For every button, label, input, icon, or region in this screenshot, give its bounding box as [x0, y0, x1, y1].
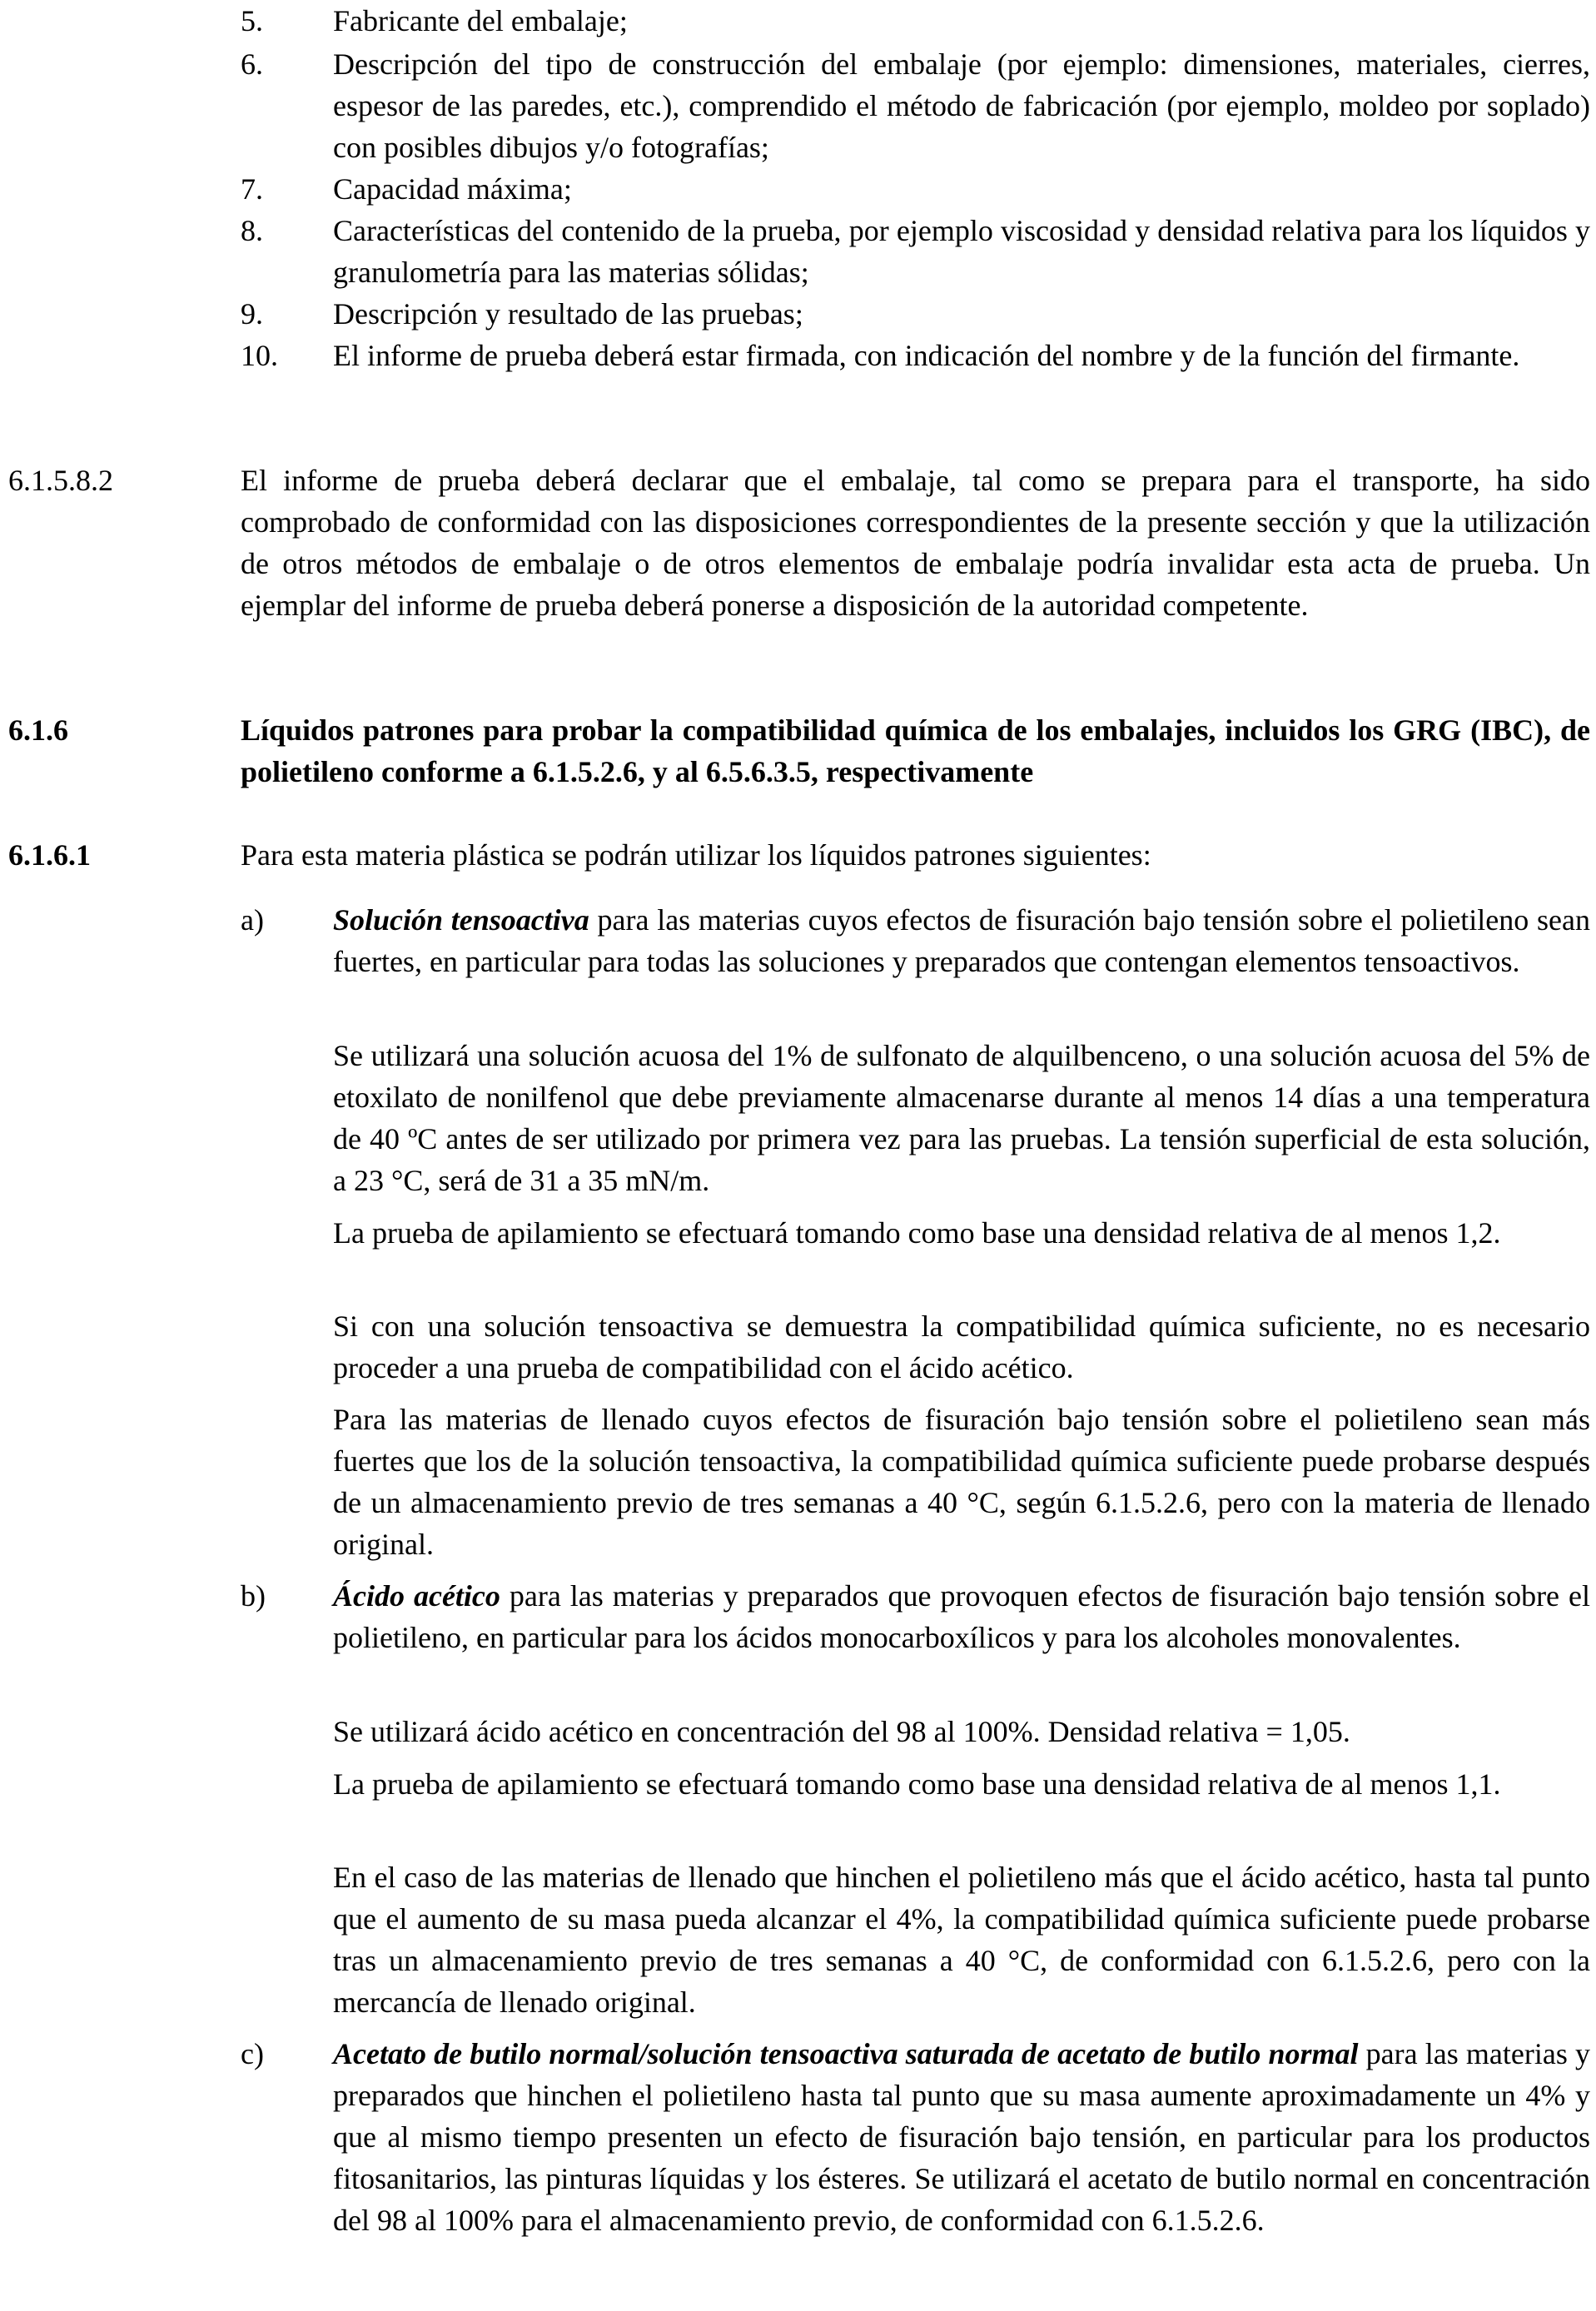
item-a-p4: Para las materias de llenado cuyos efectos de fisuración bajo tensión sobre el polietileno sean más fuertes que los de la solución tensoactiva, la compatibilidad química suficiente puede probarse después de un almacenamiento previo de tres semanas a 40 °C, según 6.1.5.2.6, pero con la materia de llenado original.: [333, 1403, 1590, 1561]
section-number-6-1-5-8-2: 6.1.5.8.2: [8, 464, 113, 497]
list-item-text: Descripción y resultado de las pruebas;: [333, 297, 803, 330]
item-c-text: para las materias y preparados que hinchen el polietileno hasta tal punto que su masa aumente aproximadamente un 4% y que al mismo tiempo presenten un efecto de fisuración bajo tensión, en particular para los productos fitosanitarios, las pinturas líquidas y los ésteres. Se utilizará el acetato de butilo normal en concentración del 98 al 100% para el almacenamiento previo, de conformidad con 6.1.5.2.6.: [333, 2037, 1590, 2237]
item-a-text: para las materias cuyos efectos de fisuración bajo tensión sobre el polietileno sean fuertes, en particular para todas las soluciones y preparados que contengan elementos tensoactivos.: [333, 903, 1590, 978]
item-label-b: b): [241, 1579, 266, 1613]
list-number: 7.: [241, 172, 263, 206]
list-item-text: Descripción del tipo de construcción del embalaje (por ejemplo: dimensiones, materiales, cierres, espesor de las paredes, etc.), comprendido el método de fabricación (por ejemplo, moldeo por soplado) con posibles dibujos y/o fotografías;: [333, 47, 1590, 164]
item-label-c: c): [241, 2037, 264, 2070]
list-item-text: El informe de prueba deberá estar firmada, con indicación del nombre y de la función del firmante.: [333, 339, 1520, 372]
item-b-paragraph: [333, 1575, 1590, 1658]
item-a-p2: La prueba de apilamiento se efectuará tomando como base una densidad relativa de al menos 1,2.: [333, 1216, 1501, 1250]
item-b-p3: En el caso de las materias de llenado que hinchen el polietileno más que el ácido acético, hasta tal punto que el aumento de su masa pueda alcanzar el 4%, la compatibilidad química suficiente puede probarse tras un almacenamiento previo de tres semanas a 40 °C, de conformidad con 6.1.5.2.6, pero con la mercancía de llenado original.: [333, 1861, 1590, 2019]
section-intro-6-1-6-1: Para esta materia plástica se podrán utilizar los líquidos patrones siguientes:: [241, 838, 1151, 872]
list-number: 6.: [241, 47, 263, 81]
list-number: 8.: [241, 214, 263, 247]
list-number: 9.: [241, 297, 263, 330]
list-number: 5.: [241, 4, 263, 37]
item-c-term: Acetato de butilo normal/solución tensoactiva saturada de acetato de butilo normal: [333, 2037, 1359, 2070]
item-b-term: Ácido acético: [333, 1579, 500, 1613]
list-item-text: Características del contenido de la prueba, por ejemplo viscosidad y densidad relativa para los líquidos y granulometría para las materias sólidas;: [333, 214, 1590, 289]
list-number: 10.: [241, 339, 278, 372]
item-a-p1: Se utilizará una solución acuosa del 1% de sulfonato de alquilbenceno, o una solución acuosa del 5% de etoxilato de nonilfenol que debe previamente almacenarse durante al menos 14 días a una temperatura de 40 ºC antes de ser utilizado por primera vez para las pruebas. La tensión superficial de esta solución, a 23 °C, será de 31 a 35 mN/m.: [333, 1039, 1590, 1197]
section-paragraph-6-1-5-8-2: El informe de prueba deberá declarar que el embalaje, tal como se prepara para el transporte, ha sido comprobado de conformidad con las disposiciones correspondientes de la presente sección y que la utilización de otros métodos de embalaje o de otros elementos de embalaje podría invalidar esta acta de prueba. Un ejemplar del informe de prueba deberá ponerse a disposición de la autoridad competente.: [241, 464, 1590, 622]
item-b-p2: La prueba de apilamiento se efectuará tomando como base una densidad relativa de al menos 1,1.: [333, 1767, 1501, 1801]
item-b-text: para las materias y preparados que provoquen efectos de fisuración bajo tensión sobre el polietileno, en particular para los ácidos monocarboxílicos y para los alcoholes monovalentes.: [333, 1579, 1590, 1654]
list-item-text: Capacidad máxima;: [333, 172, 572, 206]
item-a-term: Solución tensoactiva: [333, 903, 589, 937]
item-a-paragraph: [333, 899, 1590, 982]
item-a-p3: Si con una solución tensoactiva se demuestra la compatibilidad química suficiente, no es necesario proceder a una prueba de compatibilidad con el ácido acético.: [333, 1310, 1590, 1384]
list-item-text: Fabricante del embalaje;: [333, 4, 628, 37]
item-c-paragraph: [333, 2033, 1590, 2241]
item-label-a: a): [241, 903, 264, 937]
section-heading-6-1-6: Líquidos patrones para probar la compatibilidad química de los embalajes, incluidos los GRG (IBC), de polietileno conforme a 6.1.5.2.6, y al 6.5.6.3.5, respectivamente: [241, 713, 1590, 788]
item-b-p1: Se utilizará ácido acético en concentración del 98 al 100%. Densidad relativa = 1,05.: [333, 1715, 1350, 1748]
section-number-6-1-6: 6.1.6: [8, 713, 68, 747]
section-number-6-1-6-1: 6.1.6.1: [8, 838, 91, 872]
